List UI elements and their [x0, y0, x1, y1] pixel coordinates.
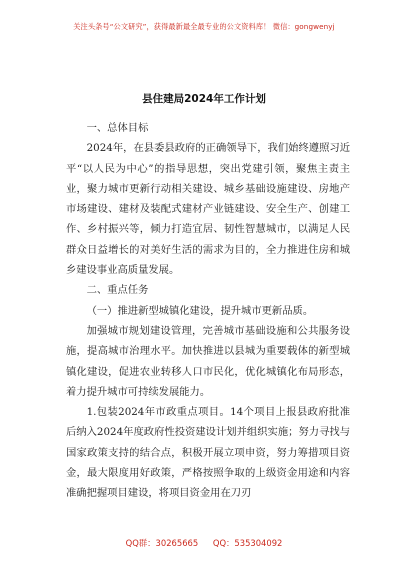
footer-contact	[0, 537, 408, 549]
paragraph-projects: 1.包装2024年市政重点项目。14个项目上报县政府批准后纳入2024年度政府性投资建设计划并组织实施；努力寻找与国家政策支持的结合点，积极开展立项申资，努力筹措项目资金，最大限度用好政策，严格按照争取的上级资金用途和内容准确把握项目建设，将项目资金用在刀刃	[66, 406, 350, 500]
section-heading-goals: 一、总体目标	[86, 122, 149, 134]
paragraph-urbanization: 加强城市规划建设管理，完善城市基础设施和公共服务设施，提高城市治理水平。加快推进以县城为重要载体的新型城镇化建设，促进农业转移人口市民化，优化城镇化布局形态，着力提升城市可持续发展能力。	[66, 324, 350, 398]
document-body	[66, 118, 350, 504]
subsection-heading-urbanization: （一）推进新型城镇化建设，提升城市更新品质。	[86, 304, 314, 317]
document-title: 县住建局2024年工作计划	[142, 93, 266, 105]
section-heading-tasks: 二、重点任务	[86, 284, 149, 297]
paragraph-goals: 2024年，在县委县政府的正确领导下，我们始终遵照习近平“以人民为中心”的指导思想，突出党建引领，聚焦主责主业，聚力城市更新行动相关建设、城乡基础设施建设、房地产市场建设、建材及装配式建材产业链建设、安全生产、创建工作、乡村振兴等，倾力打造宜居、韧性智慧城市，以满足人民群众日益增长的对美好生活的需求为目的，全力推进住房和城乡建设事业高质量发展。	[66, 142, 350, 277]
qq-group-text: QQ群：30265665	[125, 538, 199, 548]
promo-banner-text: 关注头条号“公文研究”，获得最新最全最专业的公文资料库！ 微信：gongwenyj	[73, 22, 335, 31]
qq-number-text: QQ：535304092	[212, 538, 283, 548]
